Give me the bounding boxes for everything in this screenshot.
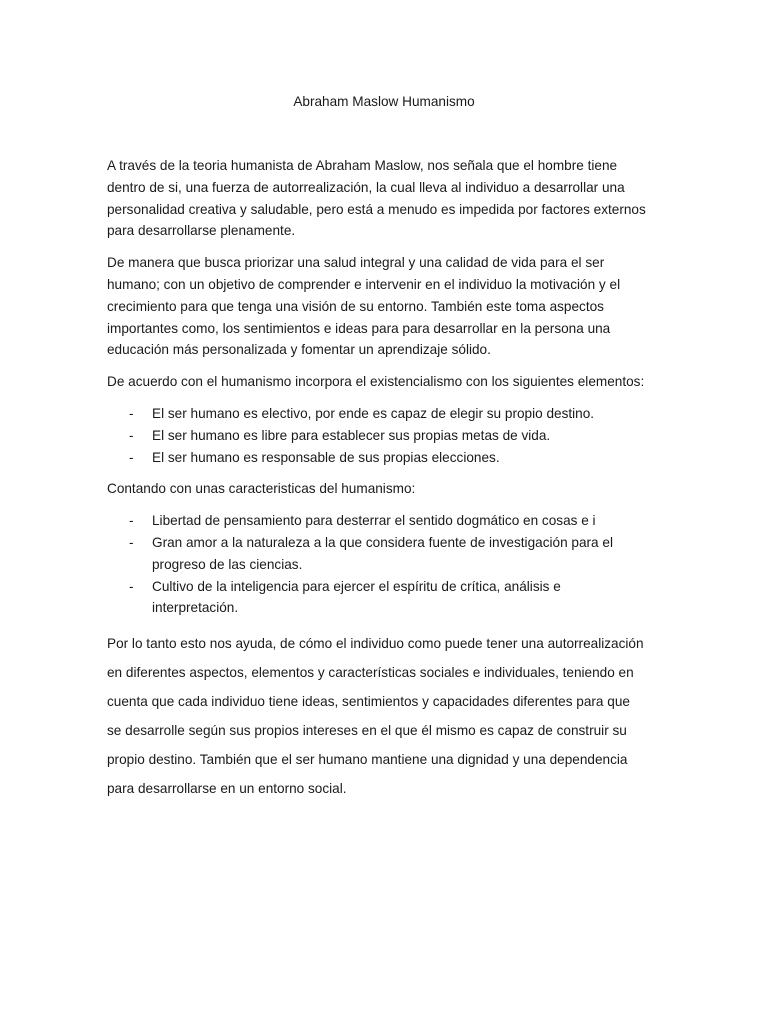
list-item: [107, 510, 647, 532]
list-item-text: El ser humano es responsable de sus propias elecciones.: [152, 449, 500, 465]
paragraph-health: De manera que busca priorizar una salud integral y una calidad de vida para el ser humano; con un objetivo de comprender e intervenir en el individuo la motivación y el crecimiento para que tenga una visión de su entorno. También este toma aspectos importantes como, los sentimientos e ideas para para desarrollar en la persona una educación más personalizada y fomentar un aprendizaje sólido.: [107, 255, 621, 358]
list-item: [107, 447, 647, 469]
list-item: [107, 403, 647, 425]
bullet-dash: -: [129, 534, 134, 550]
paragraph-intro: A través de la teoria humanista de Abraham Maslow, nos señala que el hombre tiene dentro de si, una fuerza de autorrealización, la cual lleva al individuo a desarrollar una personalidad creativa y saludable, pero está a menudo es impedida por factores externos para desarrollarse plenamente.: [107, 158, 646, 239]
document-body: [107, 155, 647, 803]
characteristics-list: [107, 510, 647, 619]
list-item-text: El ser humano es libre para establecer sus propias metas de vida.: [152, 427, 551, 443]
list-item-text: Gran amor a la naturaleza a la que considera fuente de investigación para el progreso de las ciencias.: [152, 534, 613, 572]
list-item-text: El ser humano es electivo, por ende es capaz de elegir su propio destino.: [152, 405, 595, 421]
list-item: [107, 532, 647, 576]
list-item-text: Cultivo de la inteligencia para ejercer el espíritu de crítica, análisis e interpretación.: [152, 578, 561, 616]
bullet-dash: -: [129, 405, 134, 421]
list-item: [107, 576, 647, 620]
elements-list: [107, 403, 647, 468]
paragraph-conclusion: Por lo tanto esto nos ayuda, de cómo el individuo como puede tener una autorrealización en diferentes aspectos, elementos y características sociales e individuales, teniendo en cuenta que cada individuo tiene ideas, sentimientos y capacidades diferentes para que se desarrolle según sus propios intereses en el que él mismo es capaz de construir su propio destino. También que el ser humano mantiene una dignidad y una dependencia para desarrollarse en un entorno social.: [107, 636, 644, 797]
bullet-dash: -: [129, 427, 134, 443]
bullet-dash: -: [129, 513, 134, 529]
bullet-dash: -: [129, 449, 134, 465]
bullet-dash: -: [129, 578, 134, 594]
paragraph-existentialism: De acuerdo con el humanismo incorpora el existencialismo con los siguientes elementos:: [107, 374, 645, 390]
paragraph-characteristics: Contando con unas caracteristicas del humanismo:: [107, 481, 416, 497]
list-item: [107, 425, 647, 447]
document-title: Abraham Maslow Humanismo: [293, 94, 475, 109]
list-item-text: Libertad de pensamiento para desterrar el sentido dogmático en cosas e i: [152, 513, 596, 529]
